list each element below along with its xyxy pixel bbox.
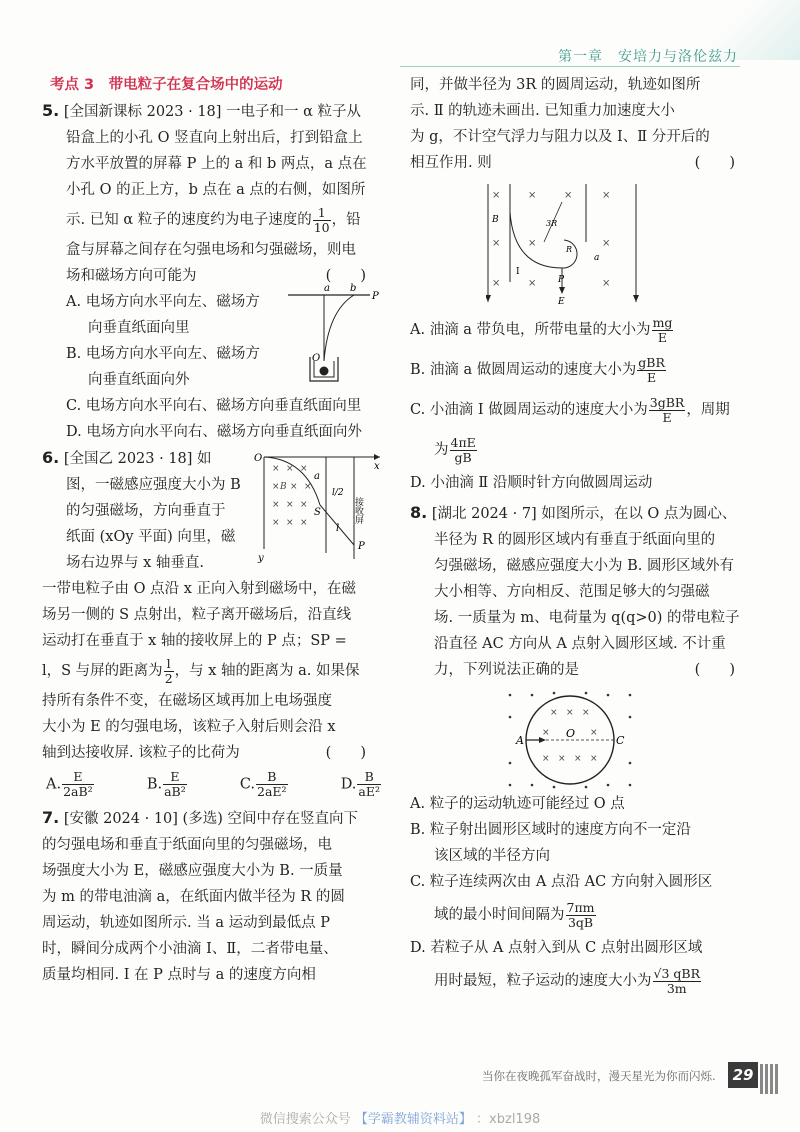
- svg-text:×: ×: [582, 708, 590, 718]
- svg-text:×: ×: [602, 238, 611, 249]
- svg-text:×: ×: [300, 518, 308, 528]
- chapter-header: 第一章 安培力与洛伦兹力: [558, 49, 738, 65]
- section-title: 考点 3 带电粒子在复合场中的运动: [50, 77, 283, 93]
- q8-option-b: B. 粒子射出圆形区域时的速度方向不一定沿: [410, 822, 691, 838]
- q5-line: 场和磁场方向可能为 ( ): [42, 263, 386, 289]
- fraction: $\frac{1}{10}$: [313, 204, 330, 235]
- q8-line: 半径为 R 的圆形区域内有垂直于纸面向里的: [434, 532, 716, 548]
- q5-line: 小孔 O 的正上方，b 点在 a 点的右侧，如图所: [66, 182, 366, 198]
- q5-line: 铅盒上的小孔 O 竖直向上射出后，打到铅盒上: [66, 130, 363, 146]
- svg-text:×: ×: [304, 482, 312, 492]
- fig-label: B: [492, 215, 499, 225]
- fig-label: a: [314, 471, 320, 482]
- q6-line: 图，一磁感应强度大小为 B: [66, 477, 241, 493]
- q6-option-d: D. $\frac{B}{\text{aE²}}$: [340, 769, 380, 799]
- q7-line: 相互作用. 则 ( ): [410, 150, 755, 176]
- q7-line: 周运动，轨迹如图所示. 当 a 运动到最低点 P: [42, 915, 330, 931]
- q5-option-b-cont: 向垂直纸面向外: [88, 372, 190, 388]
- q5-line: 盒与屏幕之间存在匀强电场和匀强磁场，则电: [66, 242, 356, 258]
- q7-oil-drop-figure: [486, 182, 646, 306]
- q8-number: 8.: [410, 503, 428, 522]
- q6-line: 大小为 E 的匀强电场，该粒子入射后则会沿 x: [42, 719, 336, 735]
- fig-label: S: [314, 507, 321, 518]
- q7-option-d: D. 小油滴 Ⅱ 沿顺时针方向做圆周运动: [410, 475, 653, 491]
- fig-label: P: [358, 541, 365, 552]
- fig-label: O: [312, 353, 321, 364]
- svg-text:×: ×: [590, 728, 598, 738]
- q6-line: 场另一侧的 S 点射出，粒子离开磁场后，沿直线: [42, 607, 352, 623]
- svg-text:×: ×: [286, 464, 294, 474]
- q8-option-c-cont: 域的最小时间间隔为 $\frac{7\pi m}{3qB}$: [434, 899, 595, 930]
- q5-option-b: B. 电场方向水平向左、磁场方: [66, 346, 260, 362]
- answer-bracket: ( ): [325, 268, 366, 284]
- fig-label: P: [558, 275, 565, 285]
- q5-option-d: D. 电场方向水平向右、磁场方向垂直纸面向外: [66, 424, 362, 440]
- q6-line: 纸面 (xOy 平面) 向里，磁: [66, 529, 236, 545]
- answer-bracket: ( ): [694, 662, 735, 678]
- svg-text:×: ×: [566, 708, 574, 718]
- q6-line: 的匀强磁场，方向垂直于: [66, 503, 226, 519]
- q7-option-b: B. 油滴 a 做圆周运动的速度大小为 $\frac{\text{gBR}}{E}$: [410, 354, 665, 385]
- fig-label: A: [516, 734, 524, 747]
- svg-text:×: ×: [272, 482, 280, 492]
- svg-text:×: ×: [272, 464, 280, 474]
- q8-option-d-cont: 用时最短，粒子运动的速度大小为 $\frac{\text{√3 qBR}}{3m}$: [434, 965, 700, 996]
- q5-lead-box-figure: [284, 281, 384, 385]
- svg-text:×: ×: [564, 190, 573, 201]
- q8-line: 场. 一质量为 m、电荷量为 q(q>0) 的带电粒子: [434, 610, 740, 626]
- q6-line: [全国乙 2023 · 18] 如: [63, 451, 212, 467]
- q7-option-c: C. 小油滴 Ⅰ 做圆周运动的速度大小为 $\frac{\text{3gBR}}{E}$ ，周期: [410, 394, 730, 425]
- q6-option-b: B. $\frac{E}{\text{aB²}}$: [146, 769, 186, 799]
- q5-line: [全国新课标 2023 · 18] 一电子和一 α 粒子从: [63, 104, 362, 120]
- question-6: [42, 445, 386, 799]
- q6-line: 一带电粒子由 O 点沿 x 正向入射到磁场中，在磁: [42, 581, 356, 597]
- svg-text:×: ×: [492, 278, 501, 289]
- q6-line: 持所有条件不变，在磁场区域再加上电场强度: [42, 693, 332, 709]
- q7-line: 场强度大小为 E，磁感应强度大小为 B. 一质量: [42, 863, 343, 879]
- q8-line: 匀强磁场，磁感应强度大小为 B. 圆形区域外有: [434, 558, 734, 574]
- q8-option-c: C. 粒子连续两次由 A 点沿 AC 方向射入圆形区: [410, 874, 713, 890]
- svg-text:×: ×: [290, 482, 298, 492]
- fig-label: b: [350, 283, 357, 294]
- q8-option-a: A. 粒子的运动轨迹可能经过 O 点: [410, 796, 625, 812]
- fig-label: l/2: [332, 488, 344, 498]
- q7-line: [安徽 2024 · 10] (多选) 空间中存在竖直向下: [63, 811, 358, 827]
- svg-text:×: ×: [550, 708, 558, 718]
- svg-text:×: ×: [286, 518, 294, 528]
- svg-text:×: ×: [272, 500, 280, 510]
- svg-text:×: ×: [602, 278, 611, 289]
- question-7: [42, 805, 386, 988]
- q7-option-a: A. 油滴 a 带负电，所带电量的大小为 $\frac{mg}{E}$: [410, 314, 673, 345]
- svg-text:×: ×: [602, 190, 611, 201]
- fig-label: a: [594, 253, 600, 263]
- q8-line: 力，下列说法正确的是 ( ): [410, 657, 755, 683]
- svg-text:×: ×: [542, 728, 550, 738]
- q5-line: 示. 已知 α 粒子的速度约为电子速度的 $\frac{1}{10}$ ，铅: [66, 204, 361, 235]
- q5-option-a-cont: 向垂直纸面向里: [88, 320, 190, 336]
- fig-label: E: [558, 297, 565, 306]
- fig-label: O: [254, 453, 263, 464]
- svg-text:×: ×: [590, 754, 598, 764]
- svg-text:×: ×: [286, 500, 294, 510]
- svg-text:×: ×: [528, 190, 537, 201]
- fig-label: 接收屏: [353, 497, 363, 524]
- q5-options-with-figure: [42, 283, 386, 393]
- header-rule: [400, 66, 740, 67]
- fig-label: a: [324, 283, 330, 294]
- q5-number: 5.: [42, 101, 60, 120]
- q6-line: 轴到达接收屏. 该粒子的比荷为 ( ): [42, 740, 386, 766]
- answer-bracket: ( ): [694, 155, 735, 171]
- q8-line: [湖北 2024 · 7] 如图所示，在以 O 点为圆心、: [431, 506, 737, 522]
- q5-line: 方水平放置的屏幕 P 上的 a 和 b 两点，a 点在: [66, 156, 367, 172]
- q8-option-d: D. 若粒子从 A 点射入到从 C 点射出圆形区域: [410, 940, 703, 956]
- fig-label: C: [616, 734, 625, 747]
- q6-line: 场右边界与 x 轴垂直.: [66, 555, 205, 571]
- question-8: [410, 500, 755, 1001]
- svg-text:×: ×: [492, 190, 501, 201]
- q6-options: [42, 766, 386, 799]
- q5-option-c: C. 电场方向水平向右、磁场方向垂直纸面向里: [66, 398, 362, 414]
- q7-line: 为 g，不计空气浮力与阻力以及 Ⅰ、Ⅱ 分开后的: [410, 129, 710, 145]
- fig-label: x: [374, 461, 380, 472]
- q7-line: 同，并做半径为 3R 的圆周运动，轨迹如图所: [410, 77, 701, 93]
- question-7-cont: [410, 72, 755, 496]
- q7-line: 的匀强电场和垂直于纸面向里的匀强磁场，电: [42, 837, 332, 853]
- svg-text:×: ×: [492, 238, 501, 249]
- fig-label: P: [372, 291, 379, 302]
- q6-option-c: C. $\frac{B}{\text{2aE²}}$: [239, 769, 287, 799]
- svg-text:×: ×: [528, 278, 537, 289]
- left-column: [42, 72, 386, 988]
- q5-option-a: A. 电场方向水平向左、磁场方: [66, 294, 260, 310]
- q6-line: 运动打在垂直于 x 轴的接收屏上的 P 点；SP =: [42, 633, 347, 649]
- fig-label: R: [566, 245, 573, 254]
- svg-text:×: ×: [542, 754, 550, 764]
- q7-number: 7.: [42, 808, 60, 827]
- q8-line: 沿直径 AC 方向从 A 点射入圆形区域. 不计重: [434, 636, 726, 652]
- watermark: 微信搜索公众号 【学霸教辅资料站】 ：xbzl198: [259, 1112, 541, 1127]
- fig-label: 3R: [546, 219, 558, 228]
- right-column: [410, 72, 755, 1001]
- svg-text:×: ×: [300, 500, 308, 510]
- footer-quote: 当你在夜晚孤军奋战时，漫天星光为你而闪烁.: [482, 1069, 716, 1083]
- q8-option-b-cont: 该区域的半径方向: [434, 848, 550, 864]
- q6-line: l，S 与屏的距离为 $\frac{l}{2}$ ，与 x 轴的距离为 a. 如果保: [42, 655, 360, 686]
- fig-label: O: [566, 727, 576, 740]
- q7-line: 质量均相同. Ⅰ 在 P 点时与 a 的速度方向相: [42, 967, 316, 983]
- svg-text:×: ×: [300, 464, 308, 474]
- q6-magnetic-field-figure: [254, 449, 388, 567]
- q7-line: 示. Ⅱ 的轨迹未画出. 已知重力加速度大小: [410, 103, 675, 119]
- fig-label: y: [258, 553, 264, 564]
- fig-label: Ⅰ: [516, 267, 520, 277]
- q8-line: 大小相等、方向相反、范围足够大的匀强磁: [434, 584, 710, 600]
- answer-bracket: ( ): [325, 745, 366, 761]
- svg-text:×: ×: [574, 754, 582, 764]
- svg-text:×: ×: [272, 518, 280, 528]
- svg-text:×: ×: [528, 238, 537, 249]
- q6-option-a: A. $\frac{E}{\text{2aB²}}$: [46, 769, 93, 799]
- svg-text:×: ×: [558, 754, 566, 764]
- fraction: $\frac{l}{2}$: [164, 655, 173, 686]
- fig-label: B: [280, 482, 287, 492]
- q7-line: 时，瞬间分成两个小油滴 Ⅰ、Ⅱ，二者带电量、: [42, 941, 338, 957]
- q7-line: 为 m 的带电油滴 a，在纸面内做半径为 R 的圆: [42, 889, 345, 905]
- q7-option-c-cont: 为 $\frac{4\pi E}{gB}$: [434, 434, 476, 465]
- page-number: 29: [728, 1062, 758, 1088]
- q8-circular-field-figure: [500, 687, 640, 791]
- q6-number: 6.: [42, 448, 60, 467]
- question-5: [42, 98, 386, 445]
- page-corner-pattern: [760, 1064, 778, 1094]
- fig-label: l: [336, 523, 340, 534]
